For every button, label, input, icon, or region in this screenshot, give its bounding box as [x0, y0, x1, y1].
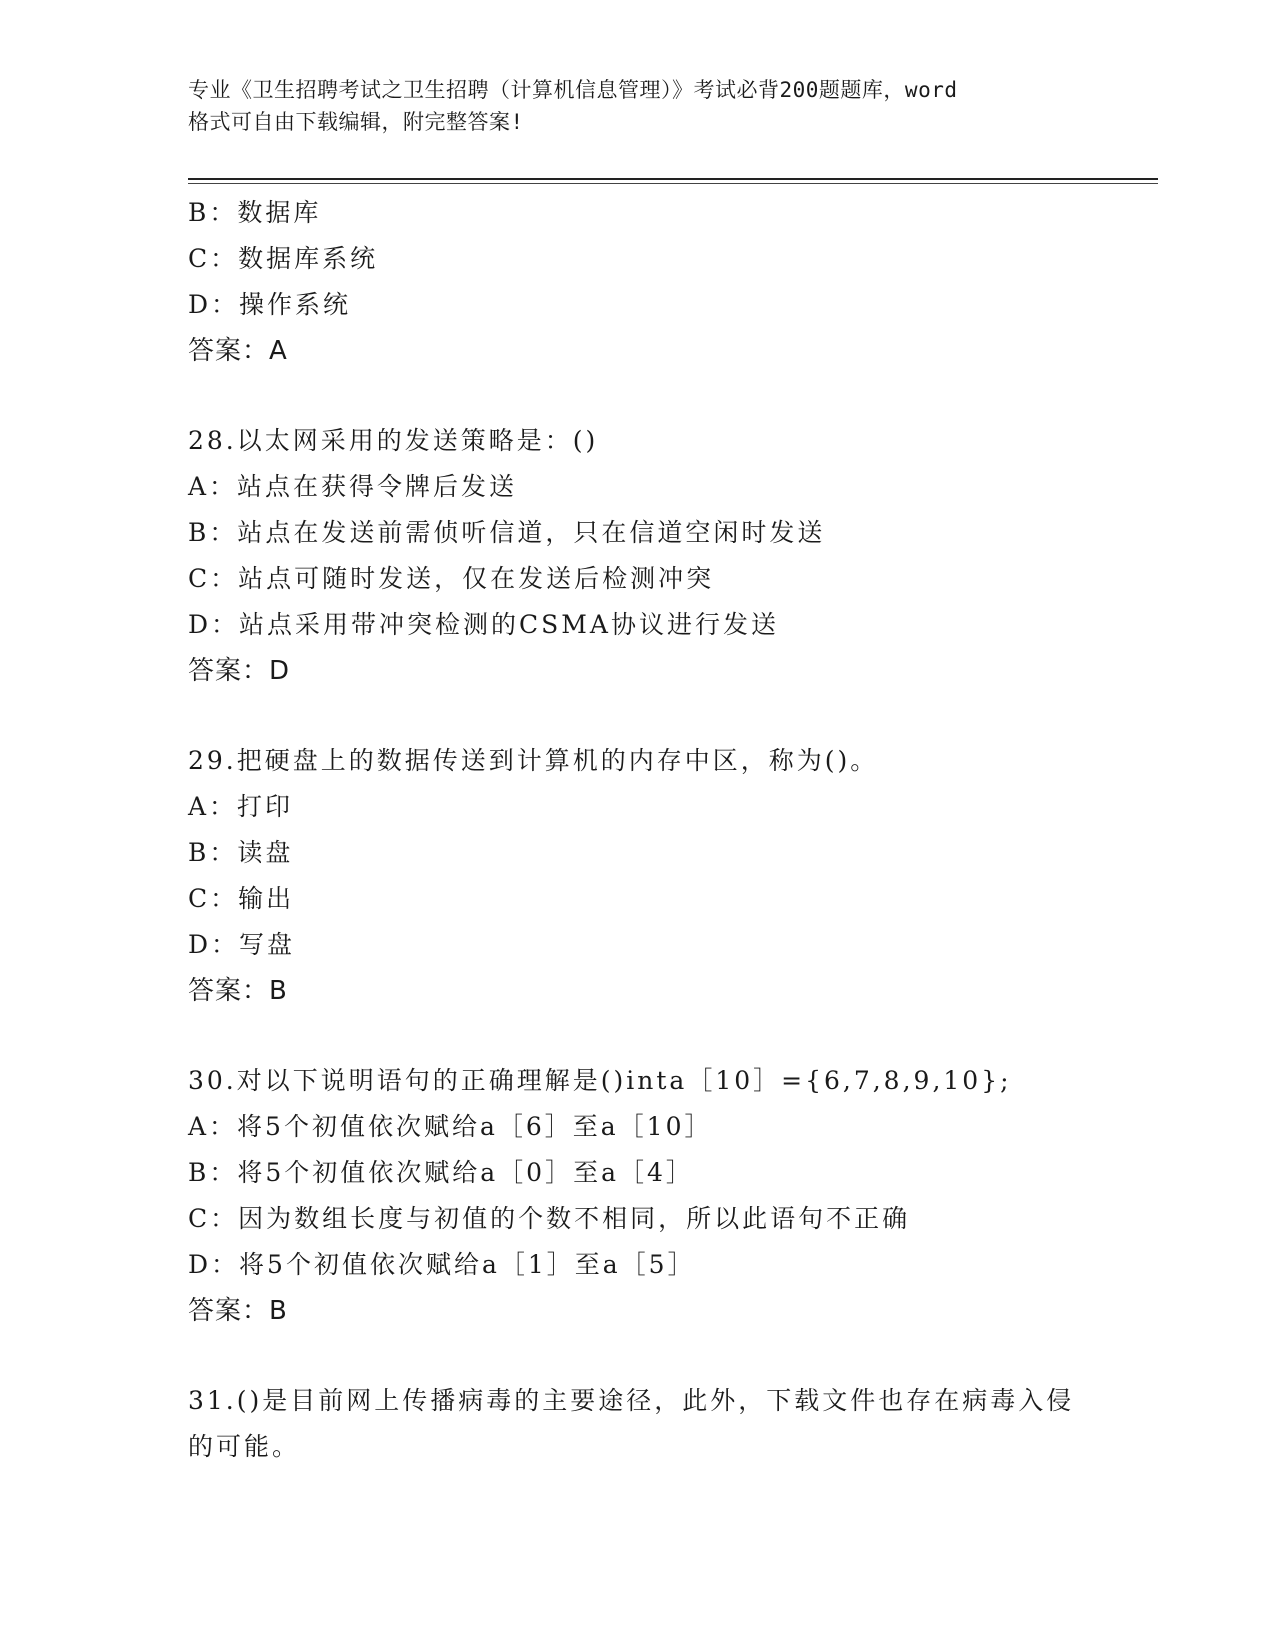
question-gap: [188, 1014, 1188, 1058]
question-28: [188, 418, 1188, 694]
question-27-continuation: [188, 190, 1188, 374]
option-d: D：将5个初值依次赋给a［1］至a［5］: [188, 1250, 696, 1279]
header-title-line-1: 专业《卫生招聘考试之卫生招聘（计算机信息管理）》考试必背200题题库，word: [188, 78, 958, 102]
option-d: D：写盘: [188, 930, 296, 959]
question-stem: 30.对以下说明语句的正确理解是()inta［10］={6,7,8,9,10};: [188, 1066, 1012, 1095]
option-c: C：输出: [188, 884, 295, 913]
question-gap: [188, 1334, 1188, 1378]
header-title-line-2: 格式可自由下载编辑，附完整答案!: [188, 110, 524, 134]
option-b: B：站点在发送前需侦听信道，只在信道空闲时发送: [188, 518, 826, 547]
option-a: A：站点在获得令牌后发送: [188, 472, 518, 501]
option-a: A：打印: [188, 792, 294, 821]
answer-line: 答案：D: [188, 656, 291, 686]
option-b: B：读盘: [188, 838, 294, 867]
option-d: D：操作系统: [188, 290, 352, 319]
answer-line: 答案：A: [188, 336, 288, 366]
question-30: [188, 1058, 1188, 1334]
header-divider-thin: [188, 183, 1158, 184]
option-c: C：因为数组长度与初值的个数不相同，所以此语句不正确: [188, 1204, 911, 1233]
option-b: B：数据库: [188, 198, 322, 227]
answer-line: 答案：B: [188, 976, 288, 1006]
option-c: C：数据库系统: [188, 244, 379, 273]
question-stem: 31.()是目前网上传播病毒的主要途径，此外，下载文件也存在病毒入侵的可能。: [188, 1386, 1075, 1461]
document-header: [188, 74, 1088, 138]
question-stem: 28.以太网采用的发送策略是：(): [188, 426, 599, 455]
option-b: B：将5个初值依次赋给a［0］至a［4］: [188, 1158, 694, 1187]
question-list: [188, 190, 1188, 1470]
question-29: [188, 738, 1188, 1014]
option-a: A：将5个初值依次赋给a［6］至a［10］: [188, 1112, 713, 1141]
question-stem: 29.把硬盘上的数据传送到计算机的内存中区，称为()。: [188, 746, 879, 775]
answer-line: 答案：B: [188, 1296, 288, 1326]
option-d: D：站点采用带冲突检测的CSMA协议进行发送: [188, 610, 779, 639]
header-divider-thick: [188, 178, 1158, 180]
question-gap: [188, 374, 1188, 418]
question-31: [188, 1378, 1188, 1470]
option-c: C：站点可随时发送，仅在发送后检测冲突: [188, 564, 715, 593]
question-gap: [188, 694, 1188, 738]
